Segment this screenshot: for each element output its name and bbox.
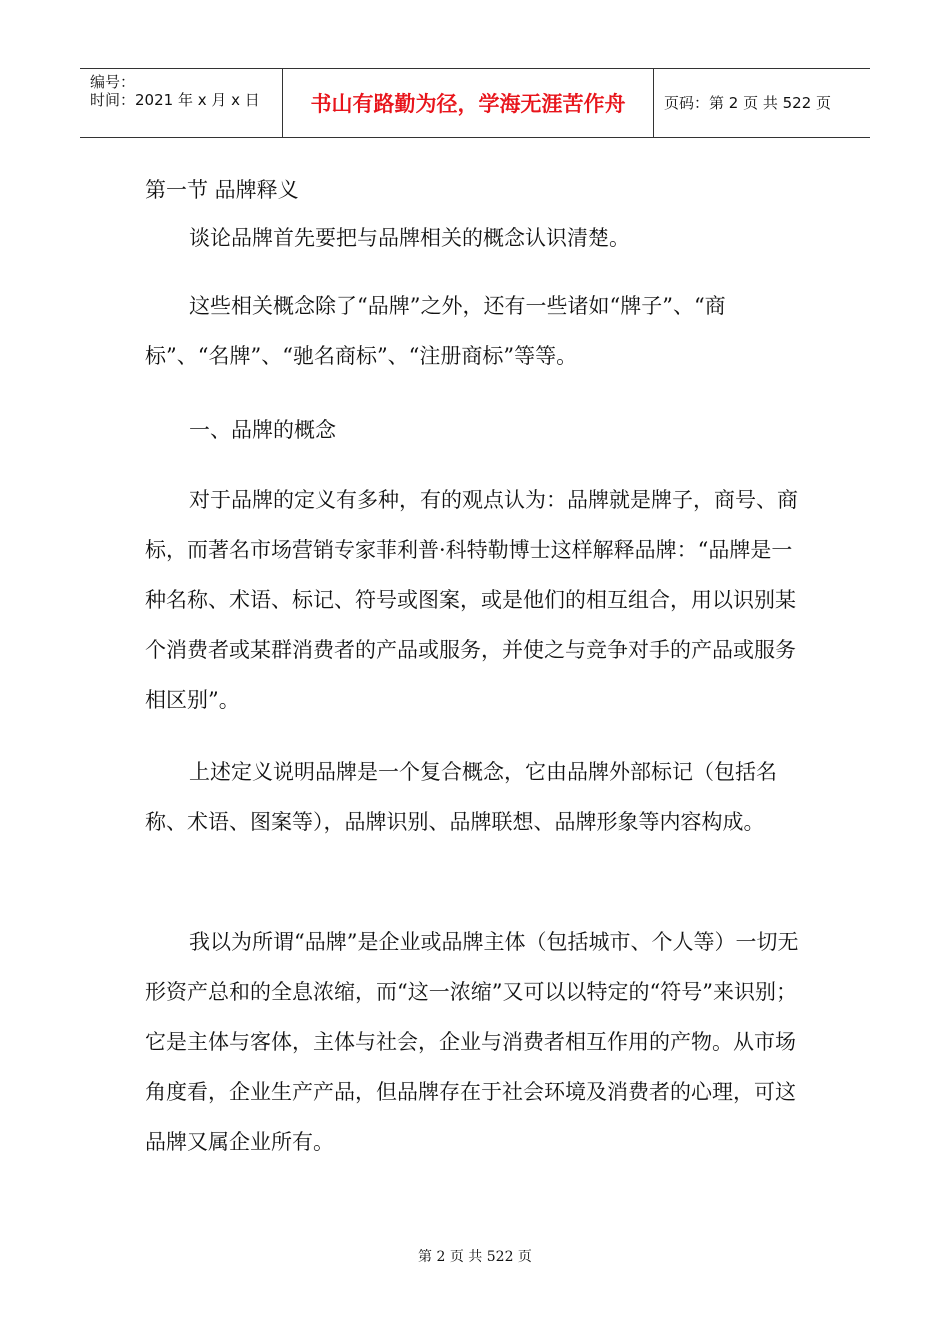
- section-title: 第一节 品牌释义: [145, 178, 299, 202]
- paragraph: 上述定义说明品牌是一个复合概念，它由品牌外部标记（包括名称、术语、图案等），品牌识别、品牌联想、品牌形象等内容构成。: [145, 760, 777, 834]
- subsection-heading: 一、品牌的概念: [189, 418, 336, 442]
- document-number-label: 编号：: [90, 73, 136, 91]
- paragraph: 这些相关概念除了“品牌”之外，还有一些诸如“牌子”、“商标”、“名牌”、“驰名商标”、“注册商标”等等。: [145, 294, 726, 368]
- document-date-label: 时间：2021 年 x 月 x 日: [90, 91, 260, 109]
- page-header: [80, 68, 870, 138]
- page-footer: 第 2 页 共 522 页: [418, 1249, 532, 1265]
- paragraph: 我以为所谓“品牌”是企业或品牌主体（包括城市、个人等）一切无形资产总和的全息浓缩，而“这一浓缩”又可以以特定的“符号”来识别；它是主体与客体，主体与社会，企业与消费者相互作用的产物。从市场角度看，企业生产产品，但品牌存在于社会环境及消费者的心理，可这品牌又属企业所有。: [145, 930, 799, 1154]
- header-page-cell: [654, 69, 870, 137]
- paragraph: 对于品牌的定义有多种，有的观点认为：品牌就是牌子，商号、商标，而著名市场营销专家菲利普·科特勒博士这样解释品牌：“品牌是一种名称、术语、标记、符号或图案，或是他们的相互组合，用以识别某个消费者或某群消费者的产品或服务，并使之与竞争对手的产品或服务相区别”。: [145, 488, 798, 712]
- header-page-number: 页码：第 2 页 共 522 页: [664, 94, 832, 112]
- header-motto-cell: [283, 69, 654, 137]
- paragraph: 谈论品牌首先要把与品牌相关的概念认识清楚。: [189, 226, 630, 250]
- header-motto: 书山有路勤为径，学海无涯苦作舟: [310, 92, 626, 116]
- header-meta-cell: [80, 69, 283, 137]
